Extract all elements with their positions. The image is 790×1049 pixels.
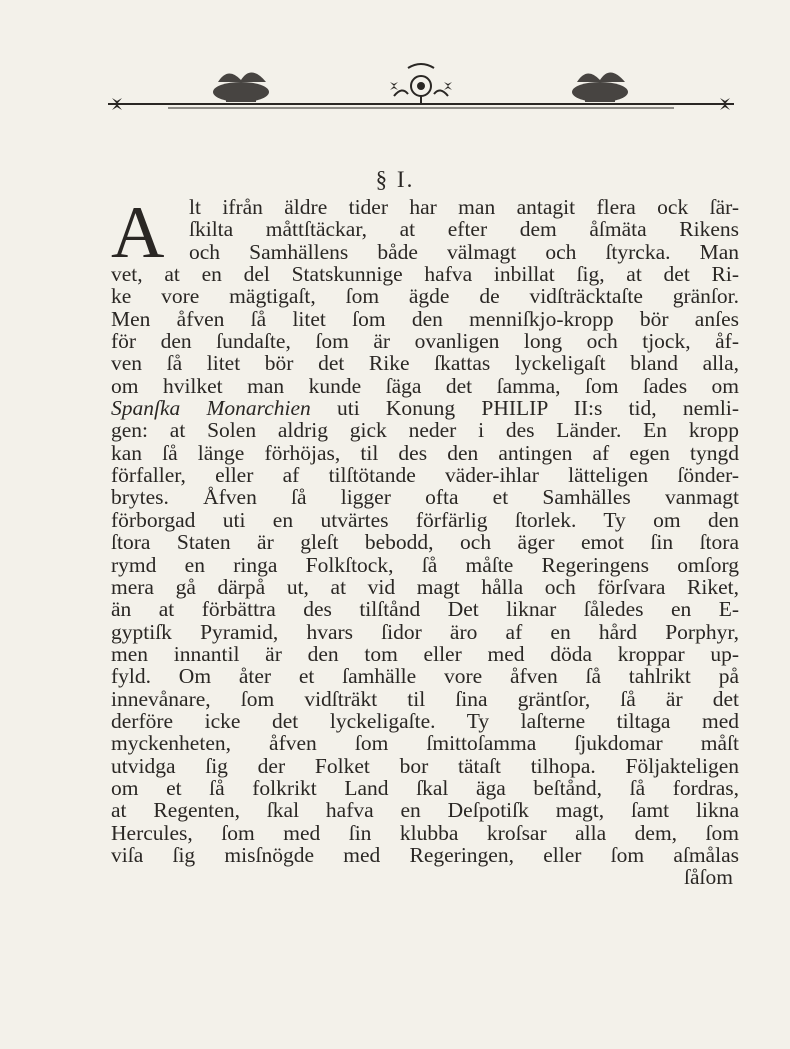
text-line: gen: at Solen aldrig gick neder i des Länder. En kropp: [111, 418, 739, 443]
text-line: vet, at en del Statskunnige hafva inbillat ſig, at det Ri-: [111, 262, 739, 287]
floral-vignette-icon: [108, 62, 734, 124]
text-line: Men åfven ſå litet ſom den menniſkjo-kropp bör anſes: [111, 306, 739, 331]
text-line: ſtora Staten är gleſt bebodd, och äger emot ſin ſtora: [111, 530, 739, 555]
text-fragment: uti Konung PHILIP II:s tid, nemli-: [310, 396, 739, 421]
text-line: rymd en ringa Folkſtock, ſå måſte Regeringens omſorg: [111, 552, 739, 577]
text-line: brytes. Åfven ſå ligger ofta et Samhälles vanmagt: [111, 485, 739, 510]
text-line: viſa ſig misſnögde med Regeringen, eller ſom aſmålas: [111, 842, 739, 867]
text-line: gyptiſk Pyramid, hvars ſidor äro af en hård Porphyr,: [111, 619, 739, 644]
text-line: derföre icke det lyckeligaſte. Ty laſterne tiltaga med: [111, 708, 739, 733]
text-line: fyld. Om åter et ſamhälle vore åfven ſå tahlrikt på: [111, 664, 739, 689]
text-line: at Regenten, ſkal hafva en Deſpotiſk magt, ſamt likna: [111, 798, 739, 823]
body-paragraph: [111, 192, 739, 890]
text-line: förfaller, eller af tilſtötande väder-ihlar lätteligen ſönder-: [111, 463, 739, 488]
text-line: kan ſå länge förhöjas, til des den antingen af egen tyngd: [111, 440, 739, 465]
catchword: ſåſom: [684, 865, 733, 890]
text-line: för den ſundaſte, ſom är ovanligen long och tjock, åf-: [111, 329, 739, 354]
text-line: men innantil är den tom eller med döda kroppar up-: [111, 641, 739, 666]
text-line: ke vore mägtigaſt, ſom ägde de vidſträcktaſte gränſor.: [111, 284, 739, 309]
text-line: lt ifrån äldre tider har man antagit flera ock ſär-: [189, 195, 739, 219]
text-line: Hercules, ſom med ſin klubba kroſsar alla dem, ſom: [111, 820, 739, 845]
text-line: och Samhällens både välmagt och ſtyrcka. Man: [189, 239, 739, 264]
header-ornament: [108, 62, 734, 124]
text-line: innevånare, ſom vidſträkt til ſina gräntſor, ſå är det: [111, 686, 739, 711]
text-line: [111, 397, 739, 419]
text-line: ſkilta måttſtäckar, at efter dem åſmäta Rikens: [189, 217, 739, 242]
text-line: utvidga ſig der Folket bor tätaſt tilhopa. Följakteligen: [111, 753, 739, 778]
text-line: än at förbättra des tilſtånd Det liknar ſåledes en E-: [111, 597, 739, 622]
text-line: myckenheten, åfven ſom ſmittoſamma ſjukdomar måſt: [111, 731, 739, 756]
italic-phrase: Spanſka Monarchien: [111, 396, 311, 421]
text-line: ven ſå litet bör det Rike ſkattas lyckeligaſt bland alla,: [111, 351, 739, 376]
drop-cap: A: [111, 192, 165, 274]
section-heading: § I.: [375, 167, 415, 192]
text-line: mera gå därpå ut, at vid magt hålla och förſvara Riket,: [111, 574, 739, 599]
text-line: om hvilket man kunde ſäga det ſamma, ſom ſades om: [111, 373, 739, 398]
text-line: förborgad uti en utvärtes förfärlig ſtorlek. Ty om den: [111, 507, 739, 532]
text-line: om et ſå folkrikt Land ſkal äga beſtånd, ſå fordras,: [111, 775, 739, 800]
